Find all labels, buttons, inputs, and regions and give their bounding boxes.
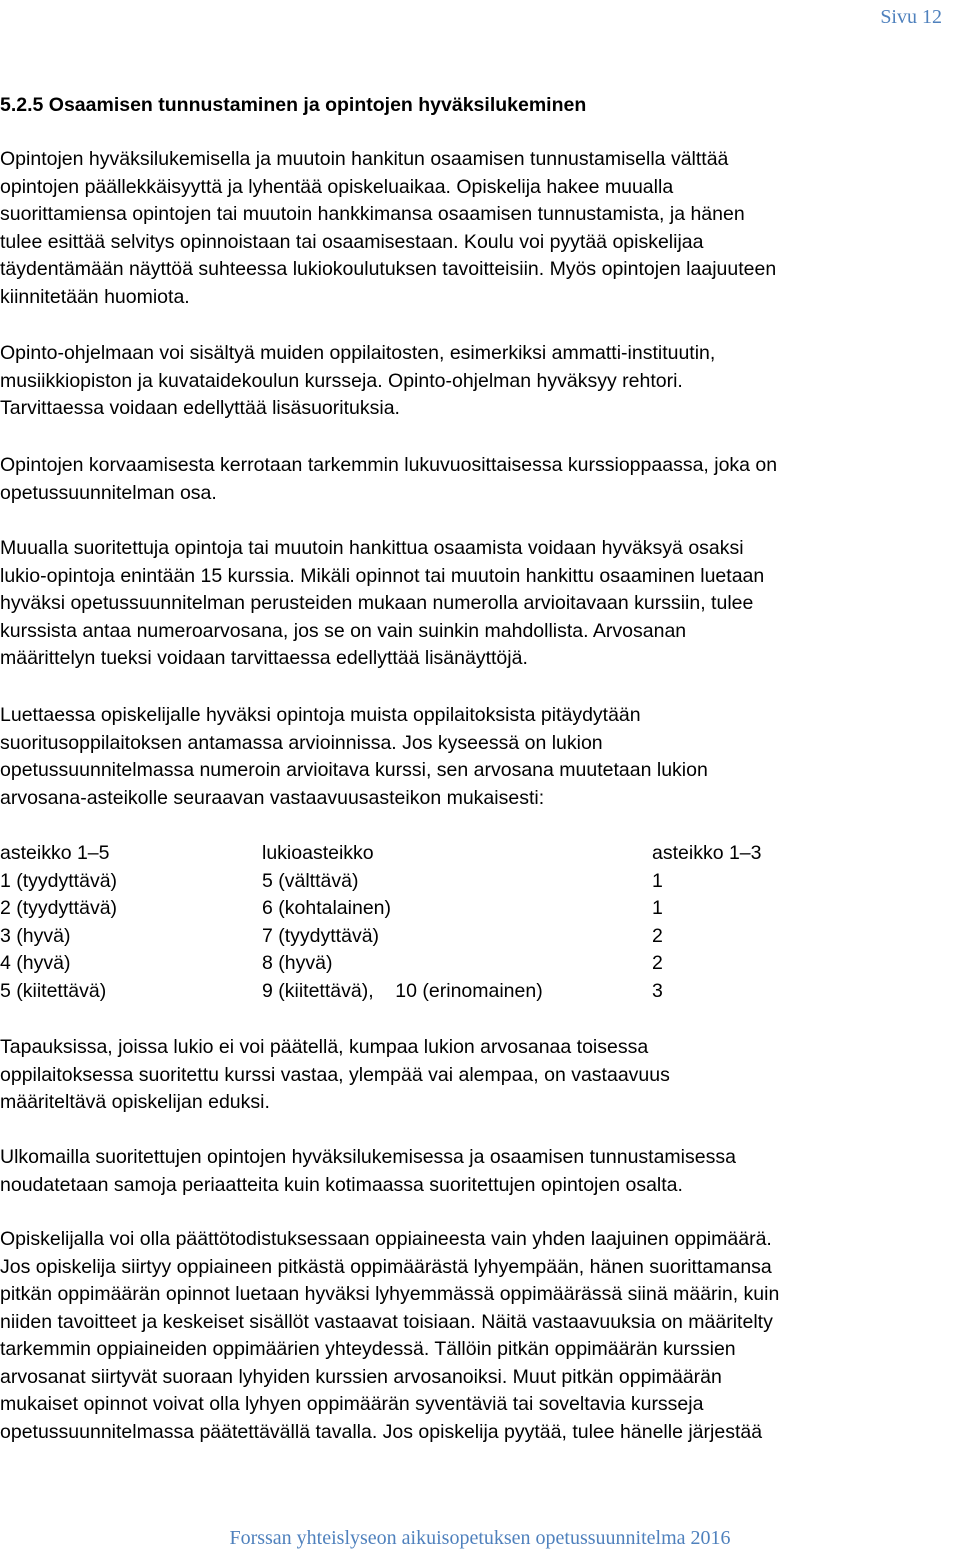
text-line: opetussuunnitelmassa päätettävällä tavalla. Jos opiskelija pyytää, tulee hänelle järjestää [0,1420,763,1443]
text-line: noudatetaan samoja periaatteita kuin kotimaassa suoritettujen opintojen osalta. [0,1173,683,1196]
text-line: arvosanat siirtyvät suoraan lyhyiden kurssien arvosanoiksi. Muut pitkän oppimäärän [0,1365,722,1388]
text-line: arvosana-asteikolle seuraavan vastaavuusasteikon mukaisesti: [0,786,545,809]
grade-conversion-table [0,842,792,1008]
text-line: Jos opiskelija siirtyy oppiaineen pitkästä oppimäärästä lyhyempään, hänen suorittamansa [0,1255,772,1278]
text-line: Opiskelijalla voi olla päättötodistuksessaan oppiaineesta vain yhden laajuinen oppimäärä. [0,1228,772,1250]
table-header-row [0,842,792,870]
text-line: opetussuunnitelmassa numeroin arvioitava kurssi, sen arvosana muutetaan lukion [0,759,708,781]
table-header-cell: asteikko 1–5 [0,842,110,864]
text-line: kiinnitetään huomiota. [0,285,190,308]
text-line: määrittelyn tueksi voidaan tarvittaessa edellyttää lisänäyttöjä. [0,647,528,669]
table-cell: 6 (kohtalainen) [262,897,391,920]
text-line: Opinto-ohjelmaan voi sisältyä muiden oppilaitosten, esimerkiksi ammatti-instituutin, [0,342,716,364]
table-cell: 7 (tyydyttävä) [262,924,380,947]
text-line: Luettaessa opiskelijalle hyväksi opintoja muista oppilaitoksista pitäydytään [0,704,641,726]
table-header-cell: lukioasteikko [262,842,374,864]
text-line: Opintojen korvaamisesta kerrotaan tarkemmin lukuvuosittaisessa kurssioppaassa, joka on [0,454,778,476]
text-line: tulee esittää selvitys opinnoistaan tai osaamisestaan. Koulu voi pyytää opiskelijaa [0,230,704,253]
table-cell: 2 (tyydyttävä) [0,897,118,920]
paragraph-6 [0,1034,958,1117]
section-heading: 5.2.5 Osaamisen tunnustaminen ja opintojen hyväksilukeminen [0,94,587,116]
table-row [0,925,792,953]
text-line: Opintojen hyväksilukemisella ja muutoin hankitun osaamisen tunnustamisella välttää [0,148,729,170]
text-line: opintojen päällekkäisyyttä ja lyhentää opiskeluaikaa. Opiskelija hakee muualla [0,175,674,198]
table-row [0,952,792,980]
table-cell: 9 (kiitettävä), 10 (erinomainen) [262,979,543,1002]
page-number: Sivu 12 [880,6,942,28]
table-row [0,980,792,1008]
text-line: kurssista antaa numeroarvosana, jos se on vain suinkin mahdollista. Arvosanan [0,619,687,642]
text-line: hyväksi opetussuunnitelman perusteiden mukaan numerolla arvioitavaan kurssiin, tulee [0,592,754,614]
text-line: musiikkiopiston ja kuvataidekoulun kursseja. Opinto-ohjelman hyväksyy rehtori. [0,369,683,392]
table-header-cell: asteikko 1–3 [652,842,762,864]
table-cell: 1 (tyydyttävä) [0,869,118,892]
text-line: mukaiset opinnot voivat olla lyhyen oppimäärän syventäviä tai soveltavia kursseja [0,1393,704,1415]
text-line: Ulkomailla suoritettujen opintojen hyväksilukemisessa ja osaamisen tunnustamisessa [0,1146,736,1168]
text-line: pitkän oppimäärän opinnot luetaan hyväksi lyhyemmässä oppimäärässä siinä määrin, kuin [0,1283,780,1305]
paragraph-5 [0,702,958,812]
text-line: suoritusoppilaitoksen antamassa arvioinnissa. Jos kyseessä on lukion [0,731,603,754]
text-line: Tarvittaessa voidaan edellyttää lisäsuorituksia. [0,397,400,419]
text-line: tarkemmin oppiaineiden oppimäärien yhteydessä. Tällöin pitkän oppimäärän kurssien [0,1338,736,1360]
table-cell: 2 [652,924,663,947]
table-cell: 1 [652,869,663,892]
paragraph-7 [0,1144,958,1199]
table-cell: 4 (hyvä) [0,952,71,975]
table-cell: 8 (hyvä) [262,952,333,975]
text-line: lukio-opintoja enintään 15 kurssia. Mikäli opinnot tai muutoin hankittu osaaminen luetaan [0,564,765,587]
text-line: Tapauksissa, joissa lukio ei voi päätellä, kumpaa lukion arvosanaa toisessa [0,1036,649,1058]
text-line: määriteltävä opiskelijan eduksi. [0,1091,270,1113]
table-cell: 2 [652,952,663,975]
text-line: suorittamiensa opintojen tai muutoin hankkimansa osaamisen tunnustamista, ja hänen [0,203,745,225]
table-cell: 3 [652,979,663,1002]
paragraph-4 [0,535,958,673]
paragraph-3 [0,452,958,507]
text-line: Muualla suoritettuja opintoja tai muutoin hankittua osaamista voidaan hyväksyä osaksi [0,537,744,559]
table-cell: 5 (kiitettävä) [0,979,107,1002]
paragraph-1 [0,146,958,311]
footer-text: Forssan yhteislyseon aikuisopetuksen opetussuunnitelma 2016 [229,1527,731,1549]
paragraph-2 [0,340,958,423]
paragraph-8 [0,1226,958,1446]
table-row [0,897,792,925]
table-cell: 5 (välttävä) [262,869,359,892]
text-line: täydentämään näyttöä suhteessa lukiokoulutuksen tavoitteisiin. Myös opintojen laajuuteen [0,258,777,280]
text-line: opetussuunnitelman osa. [0,481,217,504]
page-footer [0,1527,960,1550]
text-line: oppilaitoksessa suoritettu kurssi vastaa, ylempää vai alempaa, on vastaavuus [0,1063,670,1086]
text-line: niiden tavoitteet ja keskeiset sisällöt vastaavat toisiaan. Näitä vastaavuuksia on määritelty [0,1310,773,1333]
table-row [0,870,792,898]
table-cell: 1 [652,897,663,920]
table-cell: 3 (hyvä) [0,924,71,947]
